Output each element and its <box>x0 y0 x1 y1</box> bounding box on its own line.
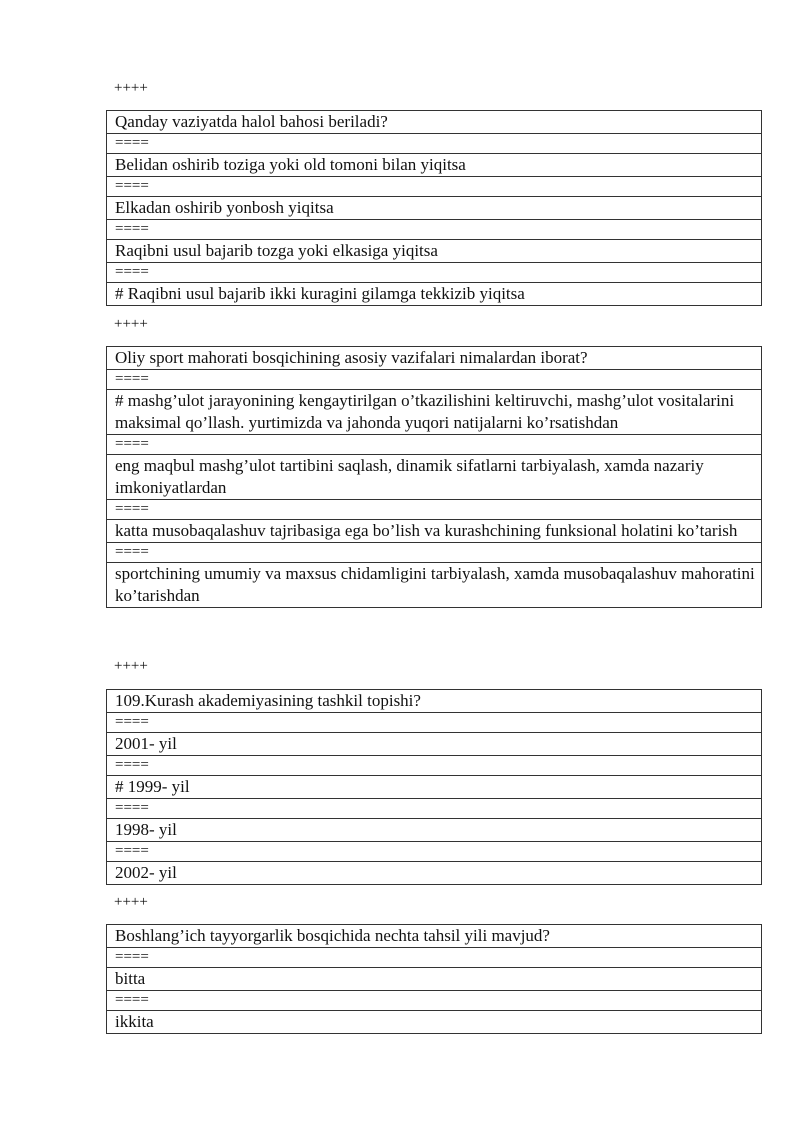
answer-option: 2002- yil <box>107 862 762 885</box>
answer-option: ikkita <box>107 1011 762 1034</box>
answer-option: bitta <box>107 968 762 991</box>
answer-option: katta musobaqalashuv tajribasiga ega bo’lish va kurashchining funksional holatini ko’tarish <box>107 520 762 543</box>
option-divider: ==== <box>107 713 762 733</box>
option-divider: ==== <box>107 220 762 240</box>
separator-3: ++++ <box>114 658 148 674</box>
question-text: 109.Kurash akademiyasining tashkil topishi? <box>107 690 762 713</box>
question-text: Oliy sport mahorati bosqichining asosiy vazifalari nimalardan iborat? <box>107 347 762 370</box>
option-divider: ==== <box>107 799 762 819</box>
question-block-4 <box>106 924 762 1034</box>
option-divider: ==== <box>107 177 762 197</box>
question-block-1 <box>106 110 762 306</box>
answer-option: 1998- yil <box>107 819 762 842</box>
option-divider: ==== <box>107 756 762 776</box>
option-divider: ==== <box>107 263 762 283</box>
separator-1: ++++ <box>114 80 148 96</box>
option-divider: ==== <box>107 435 762 455</box>
option-divider: ==== <box>107 543 762 563</box>
question-text: Qanday vaziyatda halol bahosi beriladi? <box>107 111 762 134</box>
option-divider: ==== <box>107 134 762 154</box>
answer-option: # 1999- yil <box>107 776 762 799</box>
separator-2: ++++ <box>114 316 148 332</box>
option-divider: ==== <box>107 500 762 520</box>
answer-option: # mashg’ulot jarayonining kengaytirilgan o’tkazilishini keltiruvchi, mashg’ulot vositalarini maksimal qo’llash. yurtimizda va jahonda yuqori natijalarni ko’rsatishdan <box>107 390 762 435</box>
answer-option: Belidan oshirib toziga yoki old tomoni bilan yiqitsa <box>107 154 762 177</box>
answer-option: 2001- yil <box>107 733 762 756</box>
answer-option: sportchining umumiy va maxsus chidamligini tarbiyalash, xamda musobaqalashuv mahoratini ko’tarishdan <box>107 563 762 608</box>
option-divider: ==== <box>107 991 762 1011</box>
question-text: Boshlang’ich tayyorgarlik bosqichida nechta tahsil yili mavjud? <box>107 925 762 948</box>
answer-option: eng maqbul mashg’ulot tartibini saqlash, dinamik sifatlarni tarbiyalash, xamda nazariy imkoniyatlardan <box>107 455 762 500</box>
answer-option: Elkadan oshirib yonbosh yiqitsa <box>107 197 762 220</box>
question-block-2 <box>106 346 762 608</box>
answer-option: Raqibni usul bajarib tozga yoki elkasiga yiqitsa <box>107 240 762 263</box>
answer-option: # Raqibni usul bajarib ikki kuragini gilamga tekkizib yiqitsa <box>107 283 762 306</box>
option-divider: ==== <box>107 842 762 862</box>
separator-4: ++++ <box>114 894 148 910</box>
option-divider: ==== <box>107 370 762 390</box>
option-divider: ==== <box>107 948 762 968</box>
question-block-3 <box>106 689 762 885</box>
